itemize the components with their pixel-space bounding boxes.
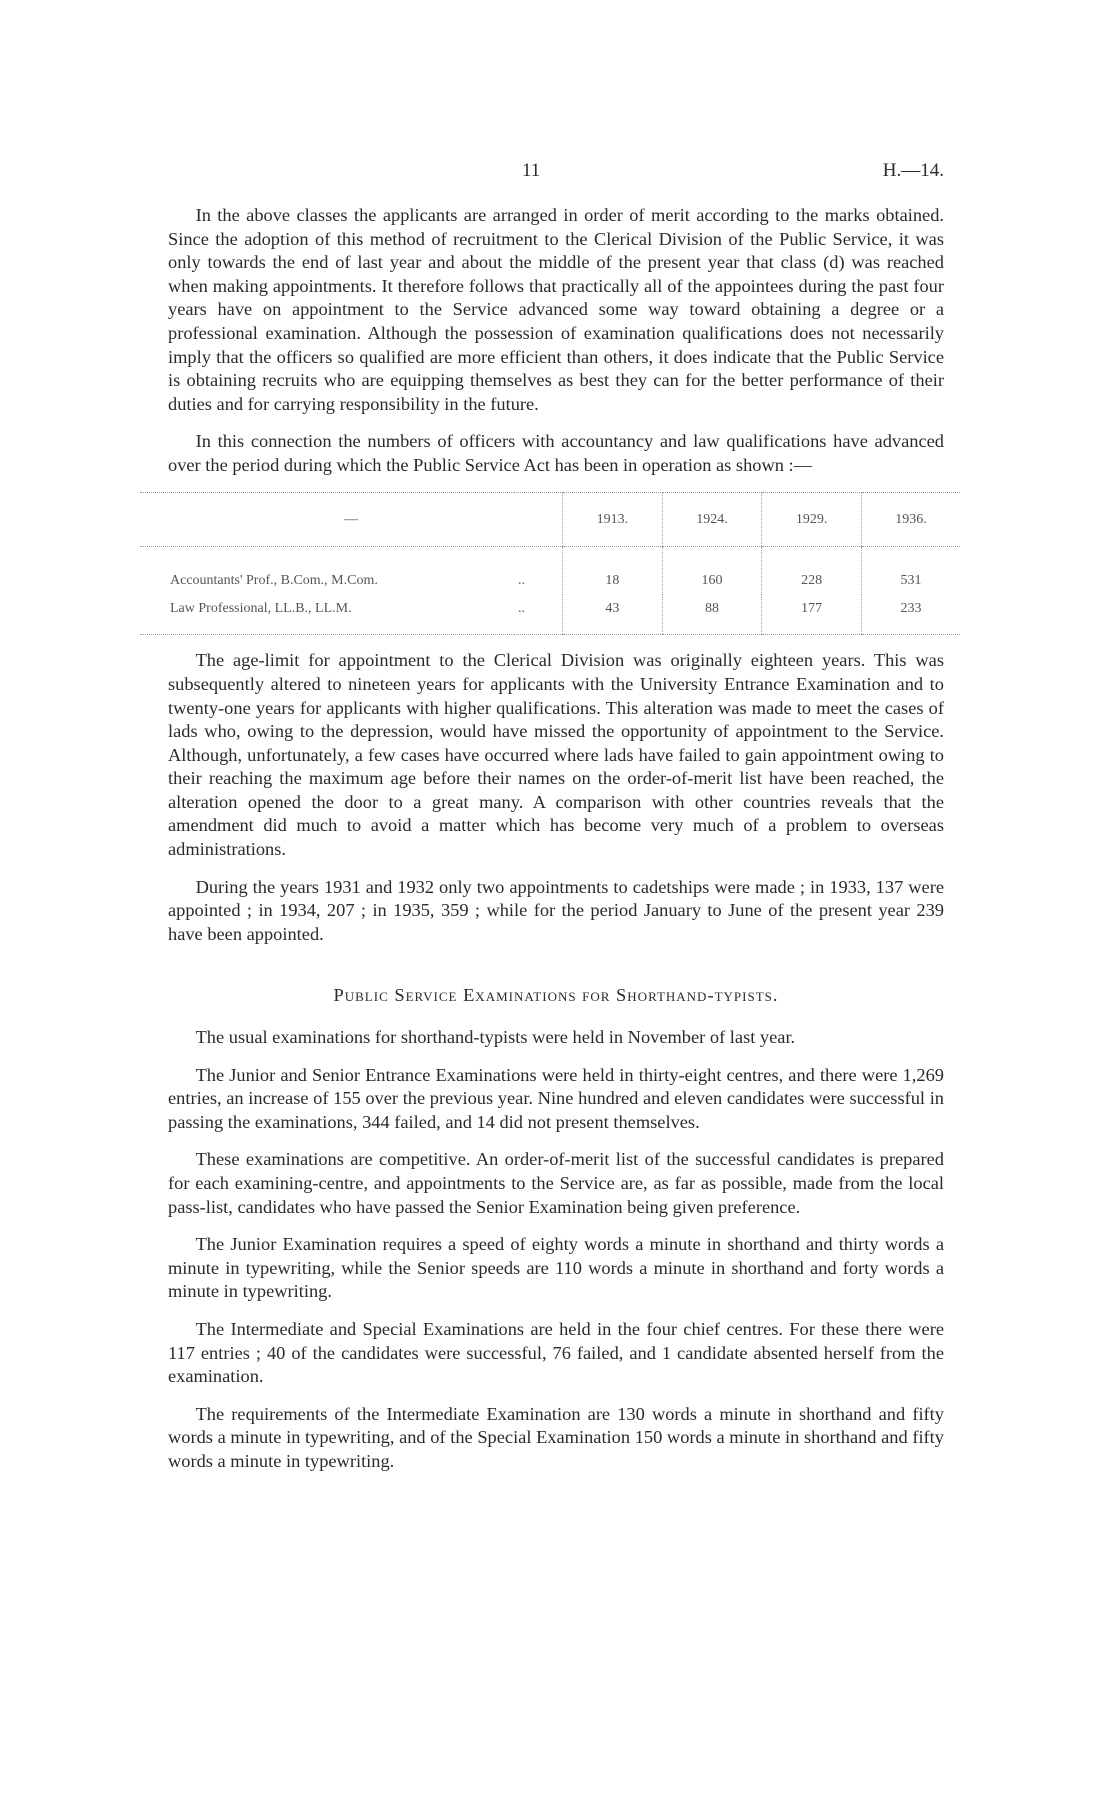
table-row: [140, 595, 960, 635]
column-header: 1924.: [662, 492, 762, 547]
table-header-row: [140, 492, 960, 547]
page-body: [168, 204, 944, 1488]
table-cell: 88: [662, 595, 762, 635]
qualifications-table: [140, 492, 960, 636]
paragraph: The requirements of the Intermediate Examination are 130 words a minute in shorthand and fifty words a minute in typewriting, and of the Special Examination 150 words a minute in shorthand and fifty words a minute in typewriting.: [168, 1403, 944, 1471]
page-number: 11: [522, 160, 541, 181]
table-cell: 228: [762, 547, 862, 595]
row-dots: ..: [514, 595, 563, 635]
paragraph: During the years 1931 and 1932 only two appointments to cadetships were made ; in 1933, 137 were appointed ; in 1934, 207 ; in 1935, 359 ; while for the period January to June of the present year 239 have been appointed.: [168, 876, 944, 944]
table-cell: 43: [563, 595, 663, 635]
table-cell: 531: [862, 547, 960, 595]
row-label: Accountants' Prof., B.Com., M.Com.: [170, 573, 378, 589]
page-header: [0, 160, 1114, 184]
table-cell: 177: [762, 595, 862, 635]
table-corner: —: [140, 492, 563, 547]
table-cell: 18: [563, 547, 663, 595]
section-heading: Public Service Examinations for Shorthand-typists.: [333, 985, 779, 1006]
paragraph: The Junior and Senior Entrance Examinations were held in thirty-eight centres, and there were 1,269 entries, an increase of 155 over the previous year. Nine hundred and eleven candidates were successful in passing the examinations, 344 failed, and 14 did not present themselves.: [168, 1064, 944, 1132]
row-label: Law Professional, LL.B., LL.M.: [140, 595, 514, 635]
table-cell: 233: [862, 595, 960, 635]
paragraph: The usual examinations for shorthand-typists were held in November of last year.: [195, 1027, 796, 1048]
paragraph: The Intermediate and Special Examinations are held in the four chief centres. For these there were 117 entries ; 40 of the candidates were successful, 76 failed, and 1 candidate absented herself from the examination.: [168, 1318, 944, 1387]
paragraph: These examinations are competitive. An order-of-merit list of the successful candidates is prepared for each examining-centre, and appointments to the Service are, as far as possible, made from the local pass-list, candidates who have passed the Senior Examination being given preference.: [168, 1149, 944, 1217]
row-dots: ..: [518, 573, 525, 589]
table-cell: 160: [662, 547, 762, 595]
paragraph: The age-limit for appointment to the Clerical Division was originally eighteen years. This was subsequently altered to nineteen years for applicants with the University Entrance Examination and to twenty-one years for applicants with higher qualifications. This alteration was made to meet the cases of lads who, owing to the depression, would have missed the opportunity of appointment to the Service. Although, unfortunately, a few cases have occurred where lads have failed to gain appointment owing to their reaching the maximum age before their names on the order-of-merit list have been reached, the alteration opened the door to a great many. A comparison with other countries reveals that the amendment did much to avoid a matter which has become very much of a problem to overseas administrations.: [168, 650, 944, 860]
document-reference: H.—14.: [882, 160, 944, 181]
table-row: [140, 547, 960, 595]
paragraph: The Junior Examination requires a speed of eighty words a minute in shorthand and thirty words a minute in typewriting, while the Senior speeds are 110 words a minute in shorthand and forty words a minute in typewriting.: [168, 1234, 944, 1302]
paragraph: In the above classes the applicants are arranged in order of merit according to the marks obtained. Since the adoption of this method of recruitment to the Clerical Division of the Public Service, it was only towards the end of last year and about the middle of the present year that class (d) was reached when making appointments. It therefore follows that practically all of the appointees during the past four years have on appointment to the Service advanced some way toward obtaining a degree or a professional examination. Although the possession of examination qualifications does not necessarily imply that the officers so qualified are more efficient than others, it does indicate that the Public Service is obtaining recruits who are equipping themselves as best they can for the better performance of their duties and for carrying responsibility in the future.: [168, 205, 944, 414]
column-header: 1913.: [563, 492, 663, 547]
column-header: 1936.: [862, 492, 960, 547]
paragraph: In this connection the numbers of officers with accountancy and law qualifications have advanced over the period during which the Public Service Act has been in operation as shown :—: [168, 431, 944, 475]
column-header: 1929.: [762, 492, 862, 547]
